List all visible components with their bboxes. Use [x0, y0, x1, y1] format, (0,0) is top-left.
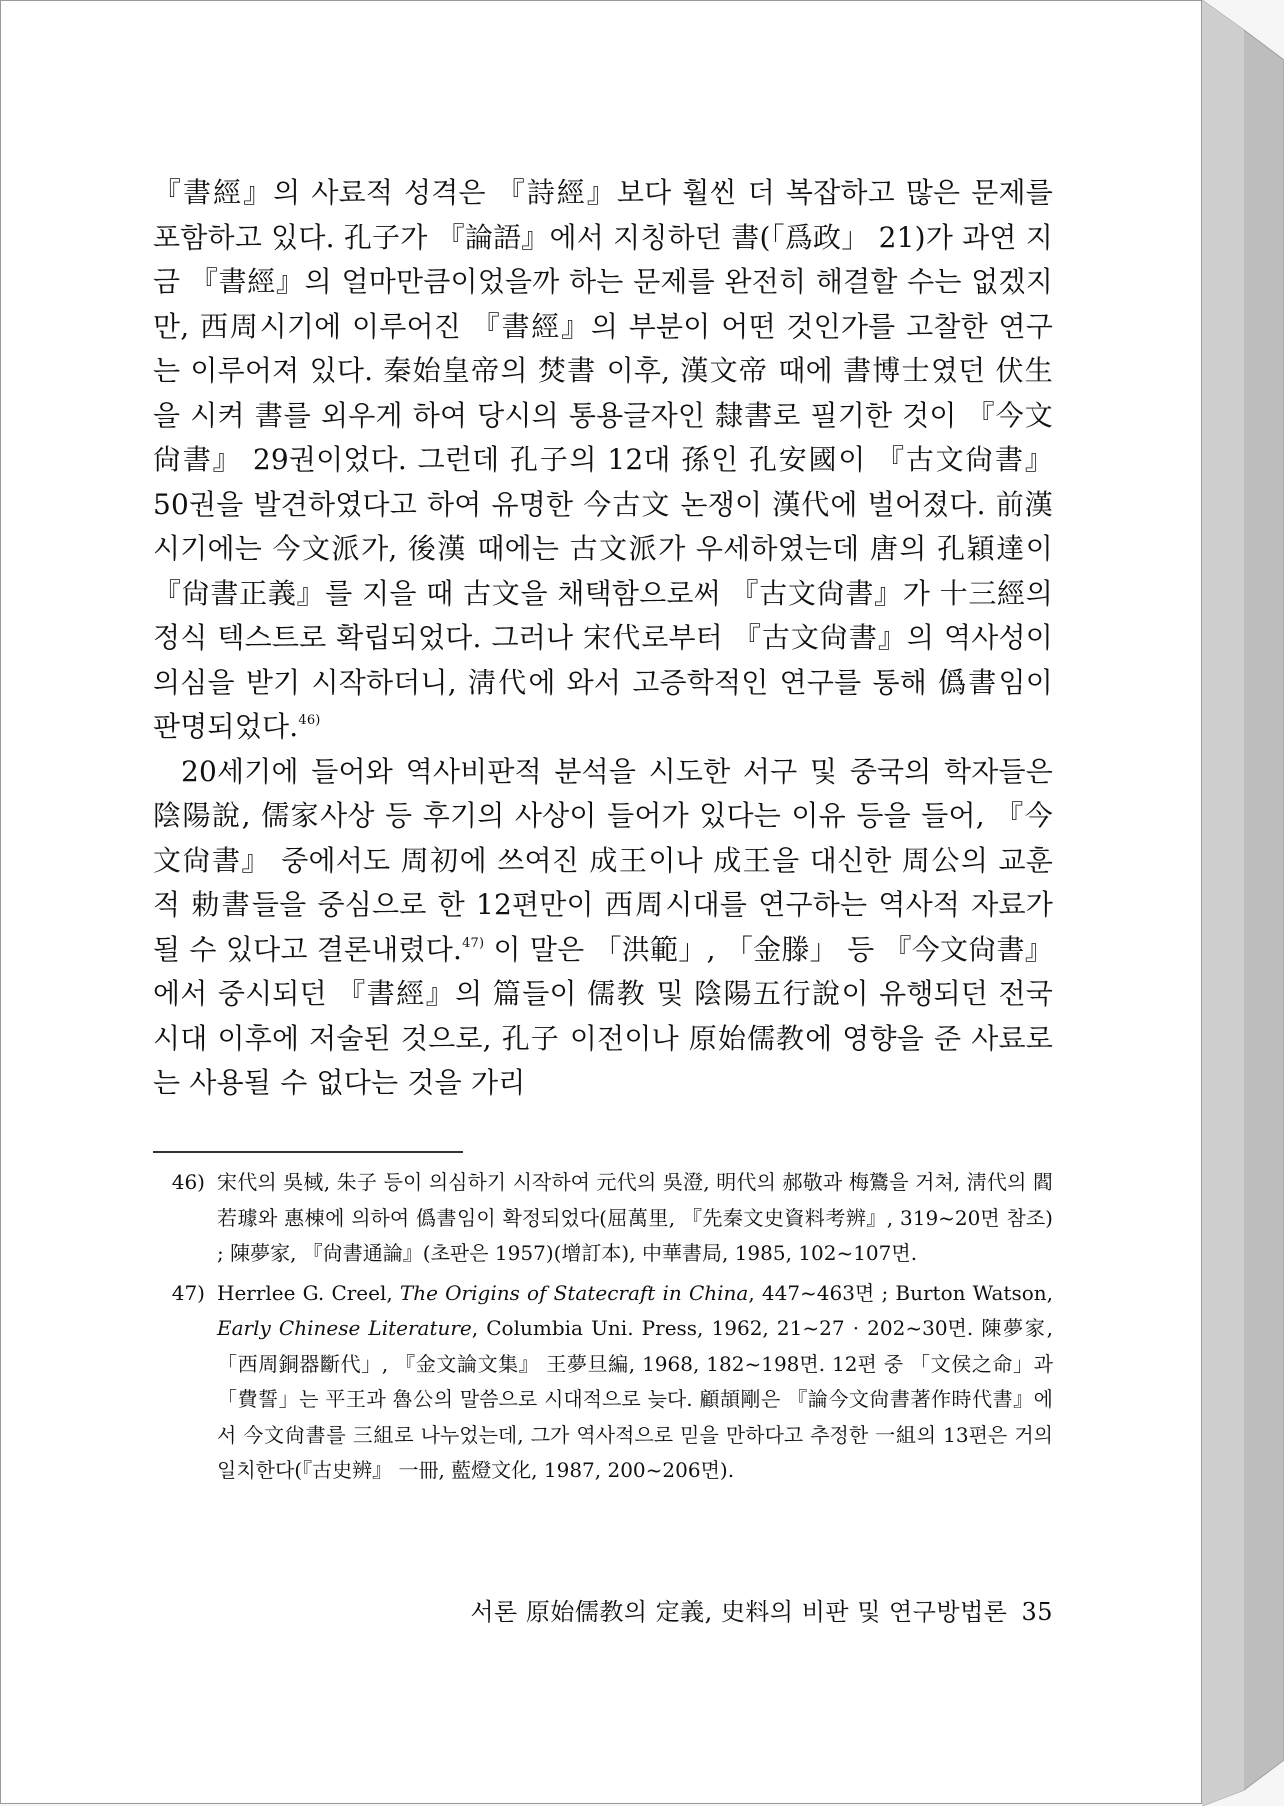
- footnote-divider: [153, 1151, 463, 1153]
- footnote-number: 46): [171, 1170, 205, 1194]
- footnote-text: 宋代의 吳棫, 朱子 등이 의심하기 시작하여 元代의 吳澄, 明代의 郝敬과 梅鷟을 거쳐, 淸代의 閻若璩와 惠棟에 의하여 僞書임이 확정되었다(屈萬里, 『先秦文史資料考辨』, 319~20면 참조) ; 陳夢家, 『尙書通論』(초판은 1957)(增訂本), 中華書局, 1985, 102~107면.: [217, 1170, 1053, 1265]
- footnotes: [153, 1165, 1053, 1493]
- footnote-text: [217, 1276, 1053, 1489]
- paragraph-2: [153, 750, 1053, 1106]
- page-number: 35: [1021, 1598, 1053, 1626]
- footnote-ref-46: 46): [298, 713, 321, 728]
- footnote-46: [153, 1165, 1053, 1272]
- book-page-stack-edge: [1202, 0, 1284, 1806]
- footnote-number: 47): [171, 1280, 205, 1305]
- paragraph-1: [153, 171, 1053, 750]
- footnote-47: [153, 1276, 1053, 1489]
- running-footer-title: 서론 原始儒教의 定義, 史料의 비판 및 연구방법론: [470, 1598, 1008, 1626]
- running-footer: [153, 1592, 1053, 1627]
- paragraph-2-text-a: 20세기에 들어와 역사비판적 분석을 시도한 서구 및 중국의 학자들은 陰陽說, 儒家사상 등 후기의 사상이 들어가 있다는 이유 등을 들어, 『今文尙書』 중에서도 周初에 쓰여진 成王이나 成王을 대신한 周公의 교훈적 勅書들을 중심으로 한 12편만이 西周시대를 연구하는 역사적 자료가 될 수 있다고 결론내렸다.: [153, 754, 1053, 966]
- paragraph-2-text-b: 이 말은 「洪範」, 「金滕」 등 『今文尙書』에서 중시되던 『書經』의 篇들이 儒教 및 陰陽五行說이 유행되던 전국시대 이후에 저술된 것으로, 孔子 이전이나 原始儒教에 영향을 준 사료로는 사용될 수 없다는 것을 가리: [153, 932, 1053, 1099]
- footnote-ref-47: 47): [462, 935, 485, 951]
- footnote-text-part: Herrlee G. Creel,: [217, 1280, 400, 1305]
- main-text: [153, 171, 1053, 1106]
- footnote-text-part: , Columbia Uni. Press, 1962, 21~27 · 202~30면. 陳夢家, 「西周銅器斷代」, 『金文論文集』 王夢旦編, 1968, 182~198면. 12편 중 「文侯之命」과 「費誓」는 平王과 魯公의 말씀으로 시대적으로 늦다. 顧頡剛은 『論今文尙書著作時代書』에서 今文尙書를 三組로 나누었는데, 그가 역사적으로 믿을 만하다고 추정한 一組의 13편은 거의 일치한다(『古史辨』 一冊, 藍燈文化, 1987, 200~206면).: [217, 1316, 1053, 1482]
- book-title-italic: Early Chinese Literature: [217, 1316, 472, 1340]
- paragraph-1-text: 『書經』의 사료적 성격은 『詩經』보다 훨씬 더 복잡하고 많은 문제를 포함하고 있다. 孔子가 『論語』에서 지칭하던 書(「爲政」 21)가 과연 지금 『書經』의 얼마만큼이었을까 하는 문제를 완전히 해결할 수는 없겠지만, 西周시기에 이루어진 『書經』의 부분이 어떤 것인가를 고찰한 연구는 이루어져 있다. 秦始皇帝의 焚書 이후, 漢文帝 때에 書博士였던 伏生을 시켜 書를 외우게 하여 당시의 통용글자인 隸書로 필기한 것이 『今文尙書』 29권이었다. 그런데 孔子의 12대 孫인 孔安國이 『古文尙書』 50권을 발견하였다고 하여 유명한 今古文 논쟁이 漢代에 벌어졌다. 前漢시기에는 今文派가, 後漢 때에는 古文派가 우세하였는데 唐의 孔穎達이 『尙書正義』를 지을 때 古文을 채택함으로써 『古文尙書』가 十三經의 정식 텍스트로 확립되었다. 그러나 宋代로부터 『古文尙書』의 역사성이 의심을 받기 시작하더니, 淸代에 와서 고증학적인 연구를 통해 僞書임이 판명되었다.: [153, 176, 1053, 743]
- footnote-text-part: , 447~463면 ; Burton Watson,: [748, 1280, 1054, 1305]
- book-title-italic: The Origins of Statecraft in China: [399, 1280, 749, 1305]
